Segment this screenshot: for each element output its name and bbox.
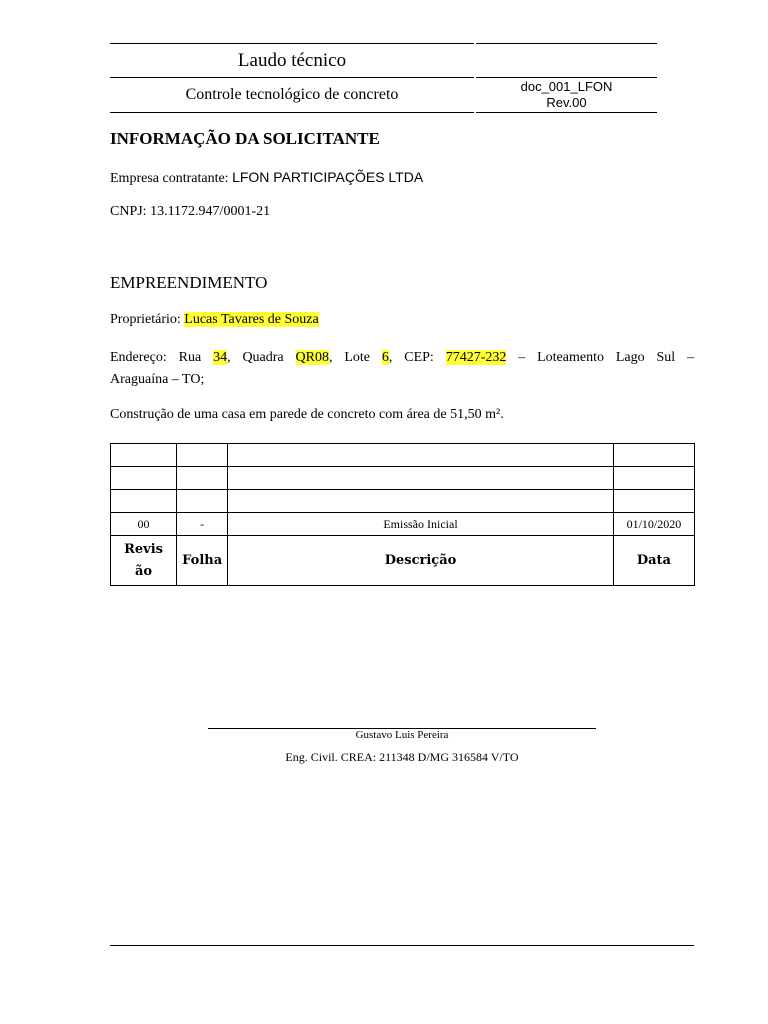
folha-cell: - (177, 513, 228, 536)
solicitante-heading: INFORMAÇÃO DA SOLICITANTE (110, 129, 380, 148)
header-descricao: Descrição (228, 536, 614, 586)
header-top-rule-left (110, 43, 474, 44)
header-revisao (111, 536, 177, 586)
table-cell (228, 490, 614, 513)
cnpj-line (110, 204, 270, 220)
table-cell (111, 490, 177, 513)
empreendimento-heading: EMPREENDIMENTO (110, 273, 268, 292)
proprietario-value: Lucas Tavares de Souza (184, 312, 319, 327)
document-title: Laudo técnico (237, 50, 347, 71)
lote-label: Lote (344, 350, 370, 365)
header-data: Data (613, 536, 694, 586)
footer-rule (110, 945, 694, 946)
table-cell (177, 467, 228, 490)
document-code: doc_001_LFON (520, 79, 613, 94)
quadra-value: QR08 (295, 350, 329, 365)
endereco-label: Endereço: (110, 350, 167, 365)
revisao-cell: 00 (111, 513, 177, 536)
proprietario-line (110, 312, 319, 328)
cnpj-label: CNPJ: (110, 204, 147, 219)
empresa-value: LFON PARTICIPAÇÕES LTDA (232, 169, 424, 185)
table-cell (613, 467, 694, 490)
rua-value: 34 (213, 350, 228, 365)
table-cell (228, 467, 614, 490)
table-cell (613, 444, 694, 467)
table-row-blank (111, 490, 695, 513)
table-cell (177, 490, 228, 513)
document-revision: Rev.00 (546, 95, 587, 110)
rua-label: Rua (178, 350, 202, 365)
table-cell (111, 467, 177, 490)
empresa-label: Empresa contratante: (110, 171, 229, 186)
header-bottom-rule-right (476, 112, 657, 113)
document-code-block (476, 79, 657, 111)
header-mid-rule-right (476, 77, 657, 78)
empresa-line (110, 169, 423, 187)
proprietario-label: Proprietário: (110, 312, 181, 327)
header-bottom-rule-left (110, 112, 474, 113)
cnpj-value: 13.1172.947/0001-21 (150, 204, 271, 219)
signature-name: Gustavo Luis Pereira (355, 729, 449, 741)
table-row (111, 513, 695, 536)
endereco-line-2: Araguaína – TO; (110, 372, 205, 387)
signature-role: Eng. Civil. CREA: 211348 D/MG 316584 V/TO (285, 750, 519, 764)
lote-value: 6 (381, 350, 389, 365)
quadra-label: Quadra (242, 350, 284, 365)
revision-table (110, 443, 695, 586)
document-subtitle: Controle tecnológico de concreto (185, 86, 399, 103)
header-revisao-text: Revisão (124, 541, 163, 579)
table-header-row (111, 536, 695, 586)
cep-value: 77427-232 (445, 350, 507, 365)
descricao-cell: Emissão Inicial (228, 513, 614, 536)
endereco-suffix: – Loteamento Lago Sul – (518, 350, 695, 365)
table-cell (111, 444, 177, 467)
cep-label: CEP: (404, 350, 434, 365)
header-top-rule-right (476, 43, 657, 44)
table-cell (177, 444, 228, 467)
table-cell (613, 490, 694, 513)
table-row-blank (111, 467, 695, 490)
endereco-line: Endereço: Rua 34, Quadra QR08, Lote 6, CEP: 77427-232 – Loteamento Lago Sul – (110, 350, 695, 365)
table-row-blank (111, 444, 695, 467)
table-cell (228, 444, 614, 467)
construcao-descricao: Construção de uma casa em parede de concreto com área de 51,50 m². (110, 407, 504, 422)
header-mid-rule-left (110, 77, 474, 78)
header-folha: Folha (177, 536, 228, 586)
data-cell: 01/10/2020 (613, 513, 694, 536)
